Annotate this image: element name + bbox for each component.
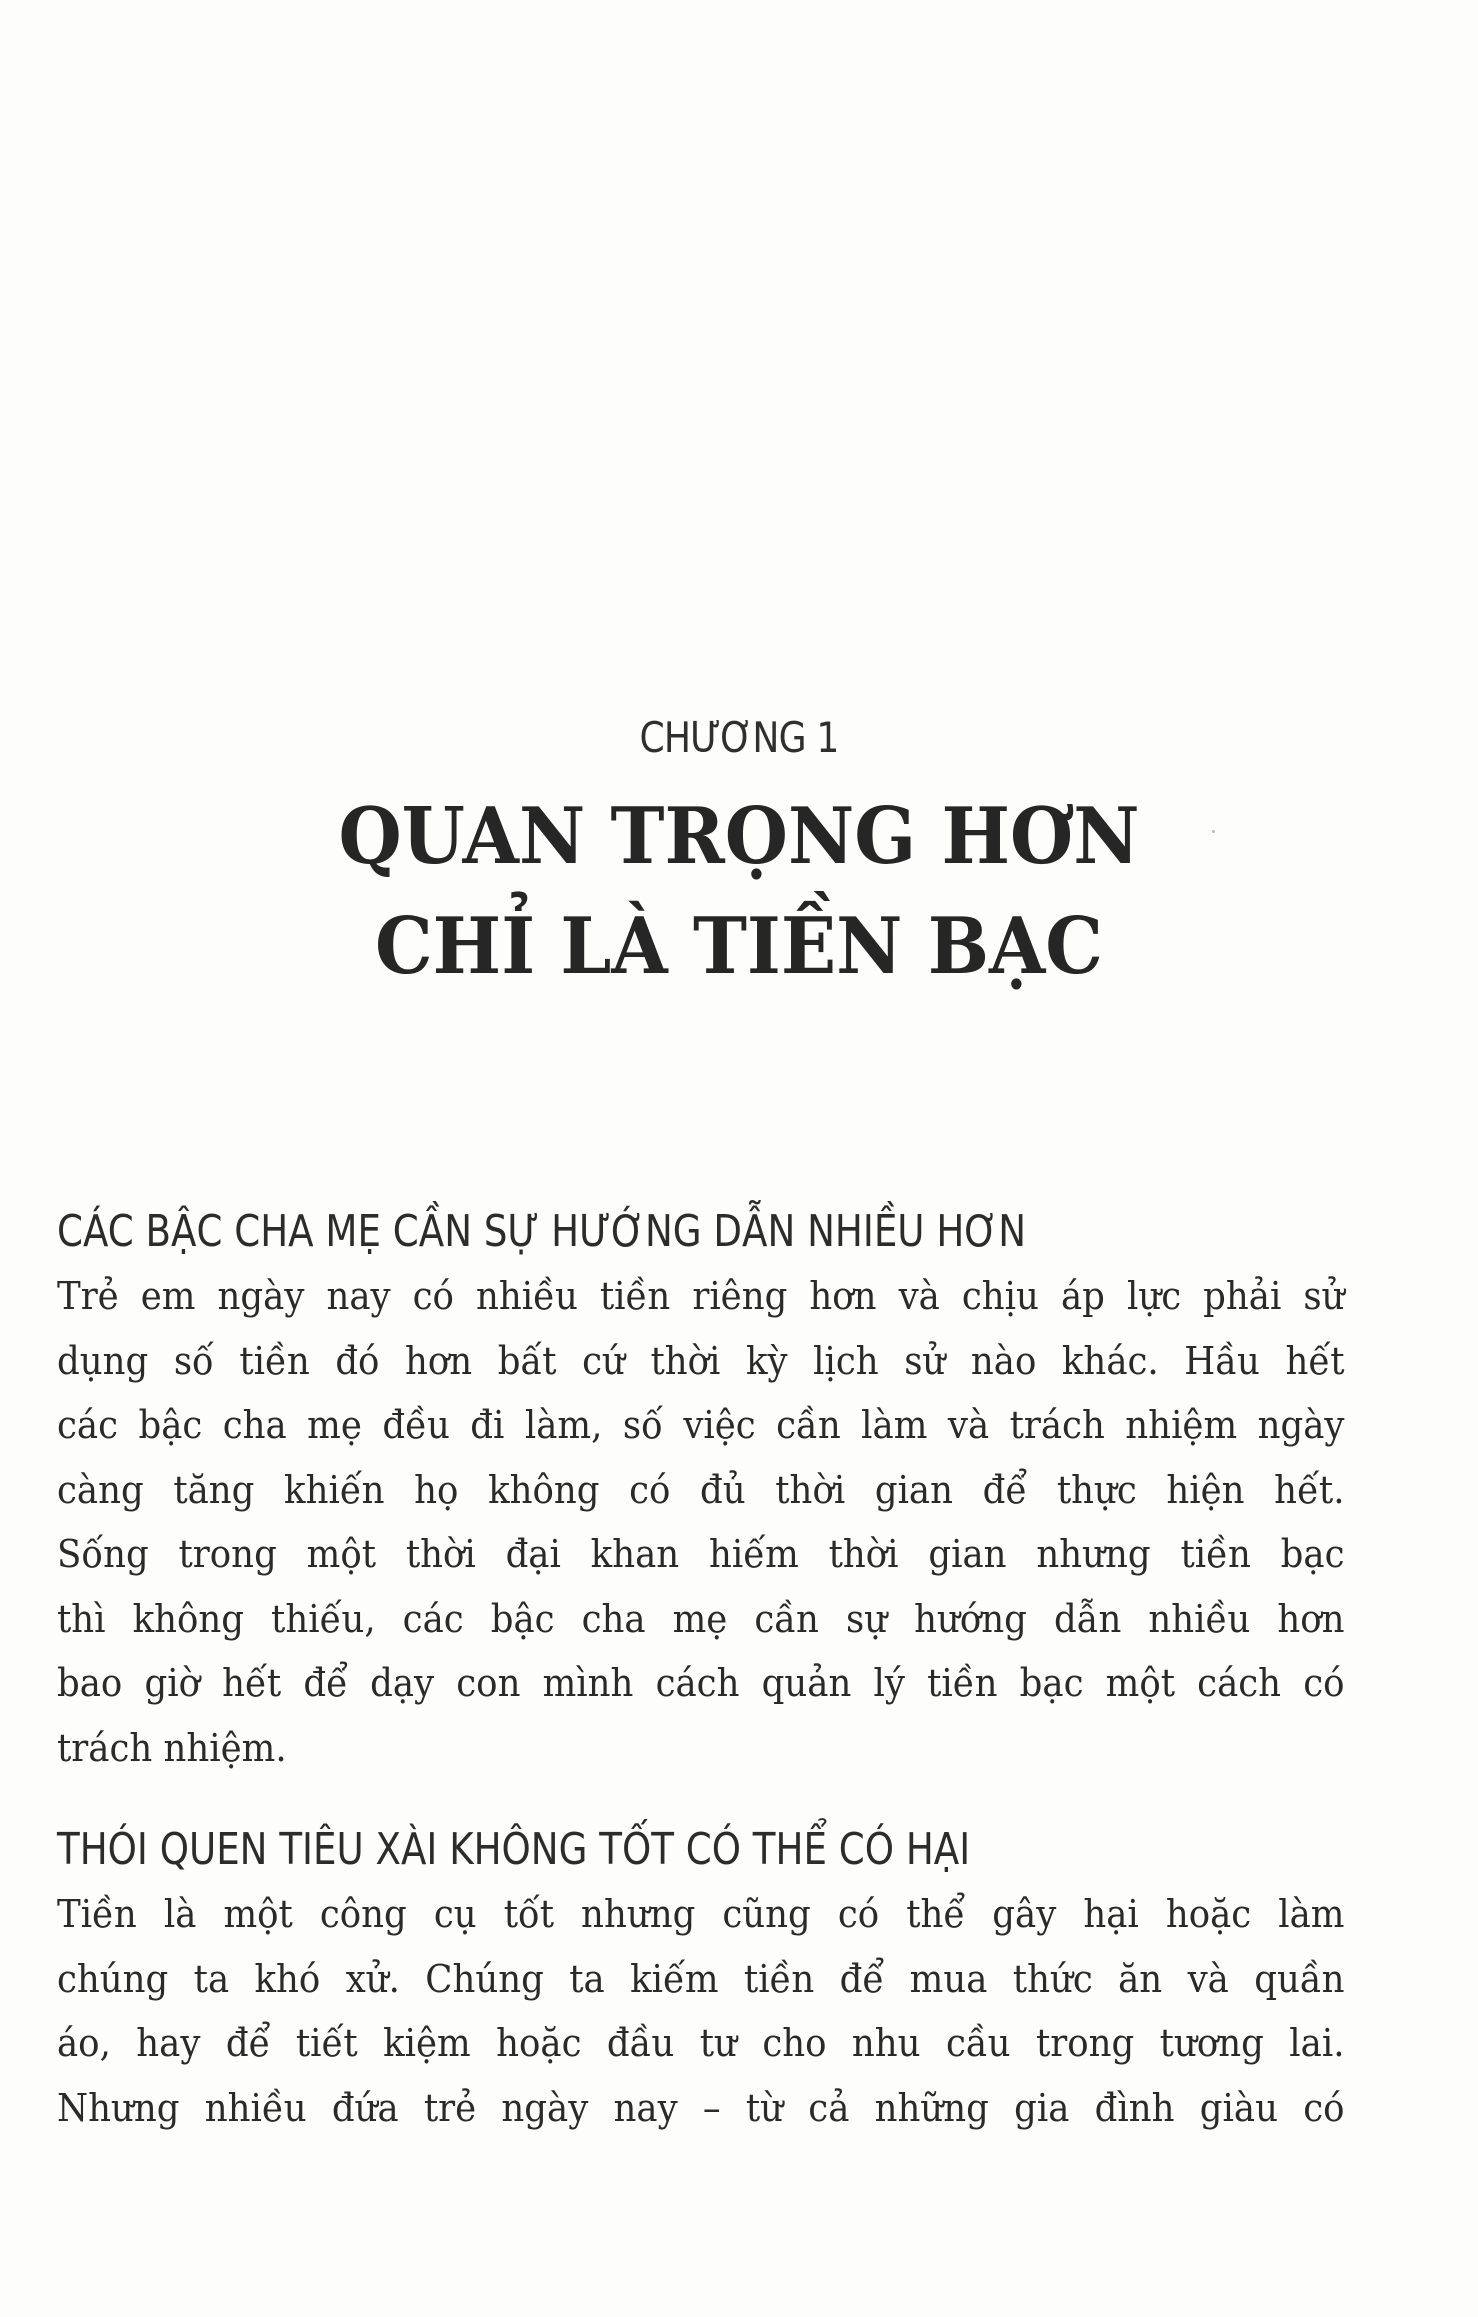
body-line: Sống trong một thời đại khan hiếm thời gian nhưng tiền bạc bbox=[57, 1532, 1345, 1576]
chapter-title bbox=[0, 782, 1478, 1002]
body-line: Nhưng nhiều đứa trẻ ngày nay – từ cả những gia đình giàu có bbox=[57, 2085, 1345, 2130]
section-parents-guidance bbox=[57, 1200, 1345, 1780]
body-line: áo, hay để tiết kiệm hoặc đầu tư cho nhu cầu trong tương lai. bbox=[57, 2021, 1345, 2065]
section-body bbox=[57, 1882, 1345, 2140]
section-body bbox=[57, 1264, 1345, 1780]
paper-speck bbox=[1212, 830, 1215, 833]
body-line: càng tăng khiến họ không có đủ thời gian để thực hiện hết. bbox=[57, 1467, 1345, 1512]
section-heading: THÓI QUEN TIÊU XÀI KHÔNG TỐT CÓ THỂ CÓ HẠI bbox=[57, 1824, 971, 1875]
body-line: các bậc cha mẹ đều đi làm, số việc cần làm và trách nhiệm ngày bbox=[57, 1403, 1345, 1447]
chapter-title-line-1: QUAN TRỌNG HƠN bbox=[338, 791, 1140, 882]
chapter-title-line-2: CHỈ LÀ TIỀN BẠC bbox=[374, 901, 1104, 992]
chapter-label: CHƯƠNG 1 bbox=[639, 713, 839, 762]
body-line: Tiền là một công cụ tốt nhưng cũng có thể gây hại hoặc làm bbox=[57, 1892, 1345, 1936]
body-line: chúng ta khó xử. Chúng ta kiếm tiền để mua thức ăn và quần bbox=[57, 1956, 1345, 2001]
body-line: thì không thiếu, các bậc cha mẹ cần sự hướng dẫn nhiều hơn bbox=[57, 1596, 1345, 1641]
section-bad-spending-habits bbox=[57, 1818, 1345, 2140]
body-line: dụng số tiền đó hơn bất cứ thời kỳ lịch sử nào khác. Hầu hết bbox=[57, 1338, 1345, 1383]
body-line: Trẻ em ngày nay có nhiều tiền riêng hơn và chịu áp lực phải sử bbox=[57, 1274, 1345, 1318]
section-heading: CÁC BẬC CHA MẸ CẦN SỰ HƯỚNG DẪN NHIỀU HƠN bbox=[57, 1206, 1027, 1257]
body-line: bao giờ hết để dạy con mình cách quản lý tiền bạc một cách có bbox=[57, 1661, 1345, 1705]
body-line: trách nhiệm. bbox=[57, 1725, 287, 1770]
